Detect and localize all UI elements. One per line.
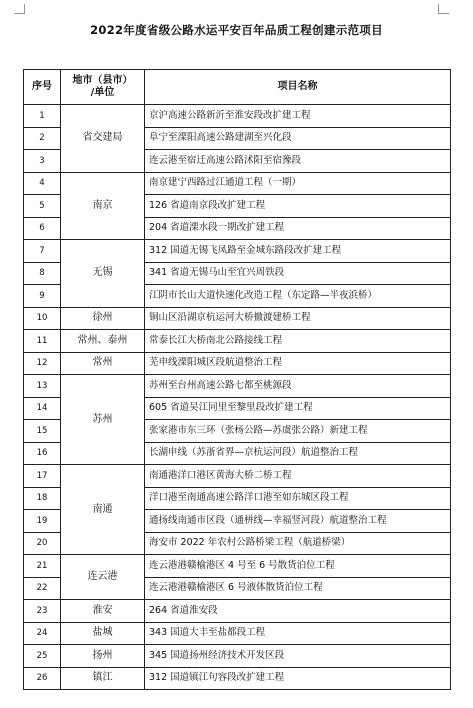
row-number: 14 bbox=[24, 397, 61, 420]
row-number: 1 bbox=[24, 105, 61, 128]
table-row bbox=[24, 622, 451, 645]
city-cell: 淮安 bbox=[61, 600, 145, 623]
project-name: 洋口港至南通高速公路洋口港至如东城区段工程 bbox=[145, 487, 451, 510]
header-city-line2: /单位 bbox=[90, 87, 115, 98]
project-table bbox=[23, 69, 451, 690]
project-name: 312 国道镇江句容段改扩建工程 bbox=[145, 667, 451, 690]
city-cell: 连云港 bbox=[61, 555, 145, 600]
table-row bbox=[24, 465, 451, 488]
project-name: 铜山区沿湖京杭运河大桥撤渡建桥工程 bbox=[145, 307, 451, 330]
row-number: 15 bbox=[24, 420, 61, 443]
project-name: 345 国道扬州经济技术开发区段 bbox=[145, 645, 451, 668]
city-cell: 南通 bbox=[61, 465, 145, 555]
row-number: 20 bbox=[24, 532, 61, 555]
city-cell: 徐州 bbox=[61, 307, 145, 330]
row-number: 4 bbox=[24, 172, 61, 195]
project-name: 苏州至台州高速公路七都至桃源段 bbox=[145, 375, 451, 398]
table-row bbox=[24, 667, 451, 690]
project-name: 连云港港赣榆港区 4 号至 6 号散货泊位工程 bbox=[145, 555, 451, 578]
project-name: 312 国道无锡飞凤路至金城东路段改扩建工程 bbox=[145, 240, 451, 263]
row-number: 24 bbox=[24, 622, 61, 645]
header-no: 序号 bbox=[24, 70, 61, 105]
table-row bbox=[24, 375, 451, 398]
project-name: 芜申线溧阳城区段航道整治工程 bbox=[145, 352, 451, 375]
table-row bbox=[24, 555, 451, 578]
row-number: 25 bbox=[24, 645, 61, 668]
row-number: 21 bbox=[24, 555, 61, 578]
table-row bbox=[24, 240, 451, 263]
row-number: 3 bbox=[24, 150, 61, 173]
row-number: 11 bbox=[24, 330, 61, 353]
header-project: 项目名称 bbox=[145, 70, 451, 105]
table-row bbox=[24, 105, 451, 128]
project-name: 343 国道大丰至盐都段工程 bbox=[145, 622, 451, 645]
row-number: 5 bbox=[24, 195, 61, 218]
row-number: 9 bbox=[24, 285, 61, 308]
row-number: 22 bbox=[24, 577, 61, 600]
row-number: 7 bbox=[24, 240, 61, 263]
city-cell: 扬州 bbox=[61, 645, 145, 668]
row-number: 17 bbox=[24, 465, 61, 488]
table-header-row bbox=[24, 70, 451, 105]
project-name: 通扬线南通市区段（通栟线—幸福竖河段）航道整治工程 bbox=[145, 510, 451, 533]
project-name: 341 省道无锡马山至宜兴周铁段 bbox=[145, 262, 451, 285]
project-name: 阜宁至溧阳高速公路建湖至兴化段 bbox=[145, 127, 451, 150]
city-cell: 苏州 bbox=[61, 375, 145, 465]
table-row bbox=[24, 645, 451, 668]
project-name: 204 省道溧水段一期改扩建工程 bbox=[145, 217, 451, 240]
table-row bbox=[24, 330, 451, 353]
city-cell: 无锡 bbox=[61, 240, 145, 308]
table-row bbox=[24, 172, 451, 195]
project-name: 南通港洋口港区黄海大桥二桥工程 bbox=[145, 465, 451, 488]
project-name: 连云港港赣榆港区 6 号液体散货泊位工程 bbox=[145, 577, 451, 600]
city-cell: 盐城 bbox=[61, 622, 145, 645]
page-title: 2022年度省级公路水运平安百年品质工程创建示范项目 bbox=[90, 23, 383, 37]
row-number: 23 bbox=[24, 600, 61, 623]
header-city bbox=[61, 70, 145, 105]
row-number: 19 bbox=[24, 510, 61, 533]
project-name: 南京建宁西路过江通道工程（一期） bbox=[145, 172, 451, 195]
row-number: 8 bbox=[24, 262, 61, 285]
project-name: 长湖申线（苏浙省界—京杭运河段）航道整治工程 bbox=[145, 442, 451, 465]
row-number: 16 bbox=[24, 442, 61, 465]
row-number: 10 bbox=[24, 307, 61, 330]
city-cell: 常州 bbox=[61, 352, 145, 375]
city-cell: 省交建局 bbox=[61, 105, 145, 173]
row-number: 18 bbox=[24, 487, 61, 510]
table-row bbox=[24, 352, 451, 375]
corner-mark-left bbox=[14, 4, 25, 14]
row-number: 2 bbox=[24, 127, 61, 150]
project-name: 江阴市长山大道快速化改造工程（东定路—半夜浜桥） bbox=[145, 285, 451, 308]
project-name: 常泰长江大桥南北公路接线工程 bbox=[145, 330, 451, 353]
project-name: 张家港市东三环（张杨公路—苏虞张公路）新建工程 bbox=[145, 420, 451, 443]
city-cell: 常州、泰州 bbox=[61, 330, 145, 353]
table-row bbox=[24, 307, 451, 330]
project-name: 126 省道南京段改扩建工程 bbox=[145, 195, 451, 218]
city-cell: 镇江 bbox=[61, 667, 145, 690]
row-number: 26 bbox=[24, 667, 61, 690]
row-number: 6 bbox=[24, 217, 61, 240]
project-name: 605 省道吴江同里至黎里段改扩建工程 bbox=[145, 397, 451, 420]
project-name: 京沪高速公路新沂至淮安段改扩建工程 bbox=[145, 105, 451, 128]
row-number: 13 bbox=[24, 375, 61, 398]
project-name: 连云港至宿迁高速公路沭阳至宿豫段 bbox=[145, 150, 451, 173]
corner-mark-right bbox=[438, 4, 449, 14]
table-body bbox=[24, 105, 451, 690]
row-number: 12 bbox=[24, 352, 61, 375]
table-row bbox=[24, 600, 451, 623]
project-name: 海安市 2022 年农村公路桥梁工程（航道桥梁） bbox=[145, 532, 451, 555]
project-name: 264 省道淮安段 bbox=[145, 600, 451, 623]
city-cell: 南京 bbox=[61, 172, 145, 240]
header-city-line1: 地市（县市） bbox=[72, 75, 133, 86]
